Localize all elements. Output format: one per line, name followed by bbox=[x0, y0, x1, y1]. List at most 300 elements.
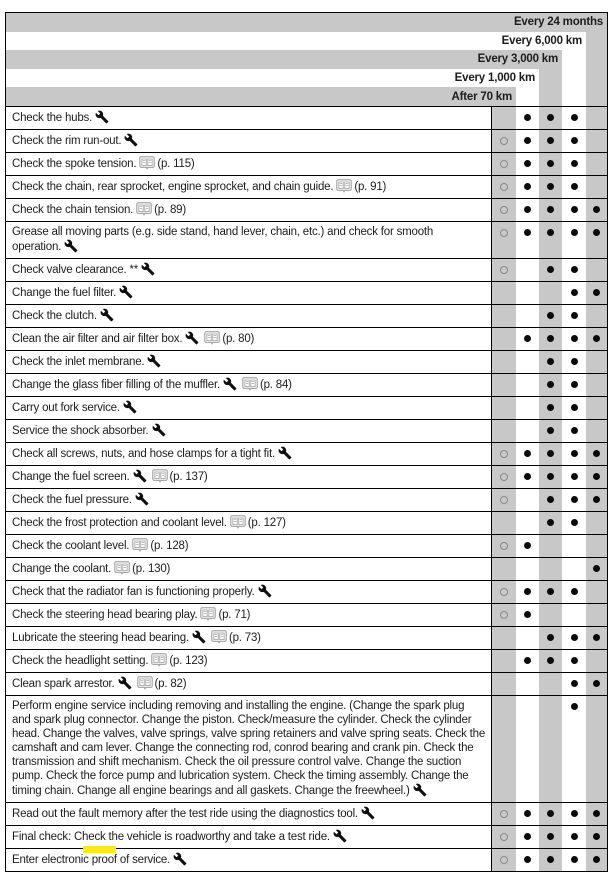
mark-cell-every-3000km bbox=[539, 222, 562, 258]
task-text: Check the rim run-out. bbox=[12, 134, 122, 147]
wrench-icon bbox=[119, 285, 133, 299]
task-description bbox=[6, 107, 492, 129]
task-text: Lubricate the steering head bearing. bbox=[12, 631, 189, 644]
mark-cell-every-3000km bbox=[539, 107, 562, 129]
interval-column-stub-every-3000km bbox=[539, 69, 562, 88]
mark-cell-every-3000km bbox=[539, 259, 562, 281]
scheduled-dot-marker bbox=[571, 680, 578, 687]
task-text: Check the coolant level. bbox=[12, 539, 130, 552]
scheduled-dot-marker bbox=[571, 703, 578, 710]
page-reference: (p. 137) bbox=[169, 470, 208, 483]
task-description bbox=[6, 222, 492, 258]
interval-label: Every 6,000 km bbox=[501, 34, 582, 47]
scheduled-dot-marker bbox=[547, 856, 554, 863]
first-service-circle-marker bbox=[500, 160, 508, 168]
task-text: Check that the radiator fan is functioning properly. bbox=[12, 585, 255, 598]
mark-cell-every-1000km bbox=[516, 673, 539, 695]
interval-label: Every 3,000 km bbox=[477, 53, 558, 66]
mark-cell-every-3000km bbox=[539, 627, 562, 649]
page-reference: (p. 123) bbox=[169, 654, 208, 667]
mark-cell-every-3000km bbox=[539, 443, 562, 465]
mark-cell-every-3000km bbox=[539, 130, 562, 152]
wrench-icon bbox=[152, 423, 166, 437]
scheduled-dot-marker bbox=[571, 160, 578, 167]
first-service-circle-marker bbox=[500, 229, 508, 237]
interval-column-stub-every-1000km bbox=[516, 87, 539, 106]
mark-cell-after-70km bbox=[492, 604, 516, 626]
wrench-icon bbox=[118, 676, 132, 690]
interval-header bbox=[6, 13, 607, 106]
mark-cell-every-1000km bbox=[516, 604, 539, 626]
mark-cell-every-24-months bbox=[586, 222, 607, 258]
task-row bbox=[6, 152, 607, 175]
mark-cell-after-70km bbox=[492, 849, 516, 871]
task-text: Service the shock absorber. bbox=[12, 424, 149, 437]
wrench-icon bbox=[223, 377, 237, 391]
first-service-circle-marker bbox=[500, 450, 508, 458]
task-row bbox=[6, 802, 607, 825]
scheduled-dot-marker bbox=[547, 381, 554, 388]
task-row bbox=[6, 175, 607, 198]
mark-cell-every-6000km bbox=[562, 673, 586, 695]
task-text: Change the coolant. bbox=[12, 562, 112, 575]
scheduled-dot-marker bbox=[547, 160, 554, 167]
mark-cell-every-3000km bbox=[539, 282, 562, 304]
task-description bbox=[6, 696, 492, 802]
mark-cell-after-70km bbox=[492, 305, 516, 327]
mark-cell-after-70km bbox=[492, 466, 516, 488]
task-row bbox=[6, 488, 607, 511]
mark-cell-every-1000km bbox=[516, 558, 539, 580]
mark-cell-every-24-months bbox=[586, 673, 607, 695]
wrench-icon bbox=[95, 110, 109, 124]
scheduled-dot-marker bbox=[593, 473, 600, 480]
scheduled-dot-marker bbox=[547, 404, 554, 411]
mark-cell-every-3000km bbox=[539, 673, 562, 695]
mark-cell-every-6000km bbox=[562, 259, 586, 281]
first-service-circle-marker bbox=[500, 856, 508, 864]
scheduled-dot-marker bbox=[571, 289, 578, 296]
scheduled-dot-marker bbox=[547, 634, 554, 641]
mark-cell-every-6000km bbox=[562, 176, 586, 198]
wrench-icon bbox=[100, 308, 114, 322]
task-text: Check the chain tension. bbox=[12, 203, 134, 216]
mark-cell-every-3000km bbox=[539, 535, 562, 557]
scheduled-dot-marker bbox=[524, 160, 531, 167]
mark-cell-after-70km bbox=[492, 374, 516, 396]
wrench-icon bbox=[123, 400, 137, 414]
wrench-icon bbox=[141, 262, 155, 276]
interval-column-stub-every-3000km bbox=[539, 87, 562, 106]
mark-cell-every-1000km bbox=[516, 259, 539, 281]
first-service-circle-marker bbox=[500, 206, 508, 214]
task-row bbox=[6, 396, 607, 419]
interval-header-row bbox=[6, 50, 607, 69]
manual-book-icon bbox=[139, 156, 155, 170]
task-row bbox=[6, 626, 607, 649]
interval-column-stub-every-6000km bbox=[562, 50, 586, 69]
scheduled-dot-marker bbox=[524, 856, 531, 863]
first-service-circle-marker bbox=[500, 588, 508, 596]
maintenance-schedule-table bbox=[5, 12, 608, 872]
task-description bbox=[6, 558, 492, 580]
wrench-icon bbox=[64, 239, 78, 253]
wrench-icon bbox=[147, 354, 161, 368]
mark-cell-every-24-months bbox=[586, 489, 607, 511]
manual-book-icon bbox=[200, 607, 216, 621]
mark-cell-every-24-months bbox=[586, 535, 607, 557]
task-row bbox=[6, 281, 607, 304]
mark-cell-every-24-months bbox=[586, 176, 607, 198]
scheduled-dot-marker bbox=[571, 427, 578, 434]
mark-cell-every-24-months bbox=[586, 443, 607, 465]
scheduled-dot-marker bbox=[547, 312, 554, 319]
mark-cell-every-1000km bbox=[516, 535, 539, 557]
task-description bbox=[6, 374, 492, 396]
mark-cell-every-3000km bbox=[539, 199, 562, 221]
mark-cell-every-3000km bbox=[539, 826, 562, 848]
mark-cell-every-3000km bbox=[539, 374, 562, 396]
manual-book-icon bbox=[136, 202, 152, 216]
mark-cell-every-1000km bbox=[516, 107, 539, 129]
task-text: Grease all moving parts (e.g. side stand, hand lever, chain, etc.) and check for smooth operation. bbox=[12, 225, 434, 253]
scheduled-dot-marker bbox=[571, 114, 578, 121]
scheduled-dot-marker bbox=[593, 680, 600, 687]
scheduled-dot-marker bbox=[547, 206, 554, 213]
task-row bbox=[6, 304, 607, 327]
scheduled-dot-marker bbox=[593, 856, 600, 863]
scheduled-dot-marker bbox=[524, 611, 531, 618]
wrench-icon bbox=[361, 806, 375, 820]
task-description bbox=[6, 351, 492, 373]
mark-cell-after-70km bbox=[492, 696, 516, 802]
page-reference: (p. 130) bbox=[132, 562, 171, 575]
scheduled-dot-marker bbox=[547, 810, 554, 817]
mark-cell-after-70km bbox=[492, 627, 516, 649]
task-description bbox=[6, 328, 492, 350]
mark-cell-after-70km bbox=[492, 443, 516, 465]
manual-book-icon bbox=[132, 538, 148, 552]
mark-cell-after-70km bbox=[492, 512, 516, 534]
mark-cell-every-24-months bbox=[586, 374, 607, 396]
mark-cell-every-3000km bbox=[539, 604, 562, 626]
interval-header-row bbox=[6, 13, 607, 32]
mark-cell-every-1000km bbox=[516, 650, 539, 672]
task-text: Check the steering head bearing play. bbox=[12, 608, 198, 621]
mark-cell-after-70km bbox=[492, 558, 516, 580]
manual-book-icon bbox=[114, 561, 130, 575]
maintenance-table-body bbox=[6, 106, 607, 871]
mark-cell-every-6000km bbox=[562, 199, 586, 221]
task-row bbox=[6, 695, 607, 802]
task-description bbox=[6, 305, 492, 327]
scheduled-dot-marker bbox=[547, 358, 554, 365]
scheduled-dot-marker bbox=[547, 137, 554, 144]
task-row bbox=[6, 221, 607, 258]
mark-cell-every-1000km bbox=[516, 153, 539, 175]
mark-cell-after-70km bbox=[492, 673, 516, 695]
mark-cell-after-70km bbox=[492, 397, 516, 419]
page-reference: (p. 91) bbox=[354, 180, 387, 193]
mark-cell-every-1000km bbox=[516, 222, 539, 258]
task-description bbox=[6, 627, 492, 649]
task-row bbox=[6, 534, 607, 557]
mark-cell-every-3000km bbox=[539, 305, 562, 327]
mark-cell-every-3000km bbox=[539, 420, 562, 442]
scheduled-dot-marker bbox=[571, 404, 578, 411]
mark-cell-every-24-months bbox=[586, 650, 607, 672]
interval-header-row bbox=[6, 69, 607, 88]
mark-cell-every-1000km bbox=[516, 176, 539, 198]
interval-label: Every 24 months bbox=[513, 16, 603, 29]
mark-cell-every-24-months bbox=[586, 512, 607, 534]
manual-book-icon bbox=[204, 331, 220, 345]
scheduled-dot-marker bbox=[524, 833, 531, 840]
scheduled-dot-marker bbox=[571, 183, 578, 190]
task-text: Change the glass fiber filling of the muffler. bbox=[12, 378, 220, 391]
mark-cell-every-1000km bbox=[516, 130, 539, 152]
mark-cell-after-70km bbox=[492, 259, 516, 281]
scheduled-dot-marker bbox=[593, 229, 600, 236]
mark-cell-every-24-months bbox=[586, 199, 607, 221]
mark-cell-every-6000km bbox=[562, 581, 586, 603]
task-description bbox=[6, 581, 492, 603]
task-description bbox=[6, 466, 492, 488]
scheduled-dot-marker bbox=[524, 542, 531, 549]
scheduled-dot-marker bbox=[593, 496, 600, 503]
mark-cell-every-1000km bbox=[516, 282, 539, 304]
mark-cell-every-6000km bbox=[562, 627, 586, 649]
first-service-circle-marker bbox=[500, 542, 508, 550]
scheduled-dot-marker bbox=[593, 289, 600, 296]
scheduled-dot-marker bbox=[547, 266, 554, 273]
scheduled-dot-marker bbox=[547, 657, 554, 664]
mark-cell-after-70km bbox=[492, 328, 516, 350]
scheduled-dot-marker bbox=[547, 588, 554, 595]
mark-cell-every-3000km bbox=[539, 696, 562, 802]
mark-cell-every-6000km bbox=[562, 420, 586, 442]
mark-cell-every-3000km bbox=[539, 466, 562, 488]
page-reference: (p. 128) bbox=[150, 539, 189, 552]
mark-cell-every-6000km bbox=[562, 696, 586, 802]
scheduled-dot-marker bbox=[593, 833, 600, 840]
mark-cell-every-1000km bbox=[516, 397, 539, 419]
scheduled-dot-marker bbox=[571, 519, 578, 526]
mark-cell-every-6000km bbox=[562, 650, 586, 672]
task-text: Check the clutch. bbox=[12, 309, 97, 322]
mark-cell-every-6000km bbox=[562, 849, 586, 871]
mark-cell-every-1000km bbox=[516, 420, 539, 442]
mark-cell-every-1000km bbox=[516, 489, 539, 511]
task-row bbox=[6, 580, 607, 603]
page-reference: (p. 73) bbox=[228, 631, 261, 644]
scheduled-dot-marker bbox=[524, 450, 531, 457]
mark-cell-every-6000km bbox=[562, 107, 586, 129]
mark-cell-every-3000km bbox=[539, 397, 562, 419]
interval-column-stub-every-24-months bbox=[586, 69, 607, 88]
task-text: Check the inlet membrane. bbox=[12, 355, 145, 368]
page-reference: (p. 84) bbox=[259, 378, 292, 391]
task-description bbox=[6, 650, 492, 672]
task-row bbox=[6, 350, 607, 373]
mark-cell-every-6000km bbox=[562, 604, 586, 626]
task-row bbox=[6, 258, 607, 281]
wrench-icon bbox=[278, 446, 292, 460]
scheduled-dot-marker bbox=[571, 381, 578, 388]
scheduled-dot-marker bbox=[547, 450, 554, 457]
interval-column-stub-every-24-months bbox=[586, 32, 607, 51]
first-service-circle-marker bbox=[500, 137, 508, 145]
scheduled-dot-marker bbox=[524, 229, 531, 236]
task-text: Check the headlight setting. bbox=[12, 654, 149, 667]
mark-cell-every-6000km bbox=[562, 558, 586, 580]
mark-cell-every-24-months bbox=[586, 351, 607, 373]
mark-cell-every-6000km bbox=[562, 328, 586, 350]
scheduled-dot-marker bbox=[547, 427, 554, 434]
mark-cell-every-3000km bbox=[539, 581, 562, 603]
mark-cell-after-70km bbox=[492, 803, 516, 825]
task-row bbox=[6, 825, 607, 848]
scheduled-dot-marker bbox=[571, 229, 578, 236]
mark-cell-every-24-months bbox=[586, 696, 607, 802]
scheduled-dot-marker bbox=[571, 335, 578, 342]
mark-cell-after-70km bbox=[492, 153, 516, 175]
first-service-circle-marker bbox=[500, 473, 508, 481]
task-text: Check the spoke tension. bbox=[12, 157, 137, 170]
page-reference: (p. 71) bbox=[218, 608, 251, 621]
scheduled-dot-marker bbox=[524, 810, 531, 817]
wrench-icon bbox=[124, 133, 138, 147]
mark-cell-every-6000km bbox=[562, 466, 586, 488]
mark-cell-every-24-months bbox=[586, 420, 607, 442]
first-service-circle-marker bbox=[500, 833, 508, 841]
wrench-icon bbox=[258, 584, 272, 598]
mark-cell-every-3000km bbox=[539, 849, 562, 871]
mark-cell-every-24-months bbox=[586, 130, 607, 152]
scheduled-dot-marker bbox=[571, 810, 578, 817]
page-reference: (p. 127) bbox=[247, 516, 286, 529]
task-description bbox=[6, 604, 492, 626]
mark-cell-after-70km bbox=[492, 199, 516, 221]
mark-cell-every-1000km bbox=[516, 826, 539, 848]
scheduled-dot-marker bbox=[571, 634, 578, 641]
mark-cell-every-1000km bbox=[516, 443, 539, 465]
scheduled-dot-marker bbox=[547, 496, 554, 503]
mark-cell-every-24-months bbox=[586, 153, 607, 175]
scheduled-dot-marker bbox=[524, 183, 531, 190]
mark-cell-after-70km bbox=[492, 282, 516, 304]
interval-column-stub-every-6000km bbox=[562, 69, 586, 88]
mark-cell-every-24-months bbox=[586, 581, 607, 603]
manual-book-icon bbox=[151, 653, 167, 667]
task-description bbox=[6, 420, 492, 442]
mark-cell-after-70km bbox=[492, 130, 516, 152]
interval-label-bar bbox=[6, 32, 586, 51]
mark-cell-every-1000km bbox=[516, 305, 539, 327]
wrench-icon bbox=[173, 852, 187, 866]
first-service-circle-marker bbox=[500, 496, 508, 504]
task-description bbox=[6, 803, 492, 825]
task-text: Final check: Check the vehicle is roadworthy and take a test ride. bbox=[12, 830, 330, 843]
interval-column-stub-every-6000km bbox=[562, 87, 586, 106]
task-text: Check the hubs. bbox=[12, 111, 93, 124]
task-description bbox=[6, 259, 492, 281]
wrench-icon bbox=[185, 331, 199, 345]
scheduled-dot-marker bbox=[593, 565, 600, 572]
interval-column-stub-every-24-months bbox=[586, 50, 607, 69]
interval-label: Every 1,000 km bbox=[454, 72, 535, 85]
mark-cell-after-70km bbox=[492, 222, 516, 258]
task-text: Enter electronic proof of service. bbox=[12, 853, 171, 866]
scheduled-dot-marker bbox=[571, 833, 578, 840]
task-description bbox=[6, 397, 492, 419]
mark-cell-every-24-months bbox=[586, 826, 607, 848]
scheduled-dot-marker bbox=[547, 519, 554, 526]
wrench-icon bbox=[135, 492, 149, 506]
scheduled-dot-marker bbox=[593, 810, 600, 817]
manual-book-icon bbox=[152, 469, 168, 483]
task-description bbox=[6, 282, 492, 304]
scheduled-dot-marker bbox=[571, 137, 578, 144]
mark-cell-every-3000km bbox=[539, 153, 562, 175]
first-service-circle-marker bbox=[500, 611, 508, 619]
mark-cell-every-3000km bbox=[539, 328, 562, 350]
page-reference: (p. 80) bbox=[222, 332, 255, 345]
scheduled-dot-marker bbox=[571, 312, 578, 319]
page-reference: (p. 115) bbox=[157, 157, 195, 170]
mark-cell-every-6000km bbox=[562, 130, 586, 152]
task-text: Clean spark arrestor. bbox=[12, 677, 115, 690]
task-row bbox=[6, 198, 607, 221]
scheduled-dot-marker bbox=[571, 358, 578, 365]
mark-cell-every-24-months bbox=[586, 604, 607, 626]
interval-label-bar bbox=[6, 69, 539, 88]
mark-cell-every-24-months bbox=[586, 397, 607, 419]
scheduled-dot-marker bbox=[571, 496, 578, 503]
mark-cell-every-6000km bbox=[562, 443, 586, 465]
scheduled-dot-marker bbox=[593, 335, 600, 342]
scheduled-dot-marker bbox=[547, 183, 554, 190]
mark-cell-every-3000km bbox=[539, 650, 562, 672]
task-row bbox=[6, 557, 607, 580]
scheduled-dot-marker bbox=[571, 473, 578, 480]
scheduled-dot-marker bbox=[547, 229, 554, 236]
scheduled-dot-marker bbox=[571, 450, 578, 457]
mark-cell-every-6000km bbox=[562, 374, 586, 396]
task-description bbox=[6, 443, 492, 465]
task-row bbox=[6, 649, 607, 672]
task-text: Check the chain, rear sprocket, engine sprocket, and chain guide. bbox=[12, 180, 334, 193]
mark-cell-every-24-months bbox=[586, 627, 607, 649]
task-description bbox=[6, 512, 492, 534]
task-row bbox=[6, 442, 607, 465]
mark-cell-every-1000km bbox=[516, 849, 539, 871]
task-text: Check all screws, nuts, and hose clamps for a tight fit. bbox=[12, 447, 276, 460]
mark-cell-every-24-months bbox=[586, 466, 607, 488]
scheduled-dot-marker bbox=[524, 657, 531, 664]
mark-cell-every-1000km bbox=[516, 627, 539, 649]
task-description bbox=[6, 849, 492, 871]
task-row bbox=[6, 511, 607, 534]
page-reference: (p. 82) bbox=[154, 677, 187, 690]
wrench-icon bbox=[333, 829, 347, 843]
task-row bbox=[6, 129, 607, 152]
scheduled-dot-marker bbox=[524, 588, 531, 595]
wrench-icon bbox=[133, 469, 147, 483]
manual-book-icon bbox=[211, 630, 227, 644]
mark-cell-every-3000km bbox=[539, 351, 562, 373]
task-text: Check the fuel pressure. bbox=[12, 493, 132, 506]
